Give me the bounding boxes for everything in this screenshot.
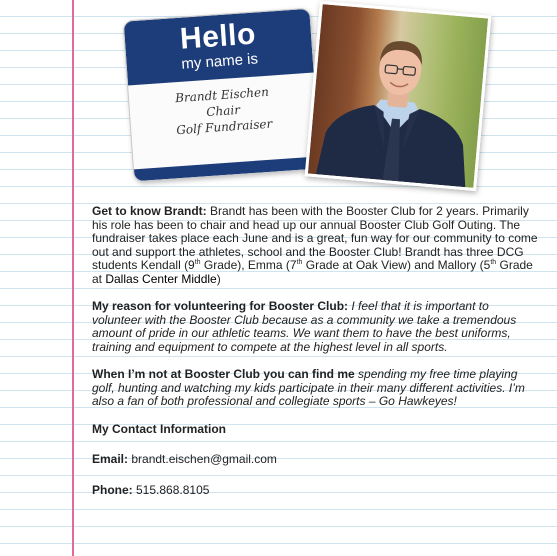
phone-label: Phone:: [92, 482, 133, 497]
name-tag-name: Brandt Eischen: [174, 84, 270, 106]
reason-paragraph: [92, 300, 540, 354]
reason-heading: My reason for volunteering for Booster Club:: [92, 299, 349, 313]
notebook-margin-line: [72, 0, 74, 556]
bio-content: [92, 205, 540, 514]
portrait-illustration: [308, 4, 488, 188]
name-tag-my-name-is: my name is: [180, 50, 259, 73]
email-line: [92, 453, 540, 467]
school-name: Dallas Center Middle: [105, 271, 217, 286]
intro-heading: Get to know Brandt:: [92, 204, 207, 218]
name-tag-role: Chair: [205, 102, 241, 120]
contact-heading-line: [92, 423, 540, 437]
free-time-heading: When I’m not at Booster Club you can find me: [92, 367, 355, 381]
intro-paragraph: Get to know Brandt: Brandt has been with the Booster Club for 2 years. Primarily his role has been to chair and head up our annual Booster Club Golf Outing. The fundraiser takes place each June and is a great, fun way for our community to come out and support the athletes, school and the Booster Club! Brandt has three DCG students Kendall (9th Grade), Emma (7th Grade at Oak View) and Mallory (5th Grade at Dallas Center Middle): [92, 204, 538, 286]
portrait-photo: [305, 1, 492, 191]
name-tag-hello: Hello: [178, 17, 257, 56]
name-tag-handwriting: [129, 81, 318, 142]
email-label: Email:: [92, 452, 129, 466]
name-tag-event: Golf Fundraiser: [175, 116, 273, 138]
free-time-paragraph: [92, 368, 540, 409]
name-tag-footer: [134, 156, 320, 181]
free-time-text: spending my free time playing golf, hunting and watching my kids participate in their many different activities. I’m also a fan of both professional and collegiate sports – Go Hawkeyes!: [92, 367, 525, 408]
reason-text: I feel that it is important to volunteer with the Booster Club because as a community we take a tremendous amount of pride in our athletic teams. We want them to have the best uniforms, training and equipment to compete at the highest level in all sports.: [92, 299, 517, 354]
email-value[interactable]: brandt.eischen@gmail.com: [128, 452, 277, 466]
phone-value[interactable]: 515.868.8105: [132, 482, 210, 497]
hello-name-tag: [123, 8, 322, 183]
contact-heading: My Contact Information: [92, 421, 226, 436]
phone-line: [92, 484, 540, 498]
